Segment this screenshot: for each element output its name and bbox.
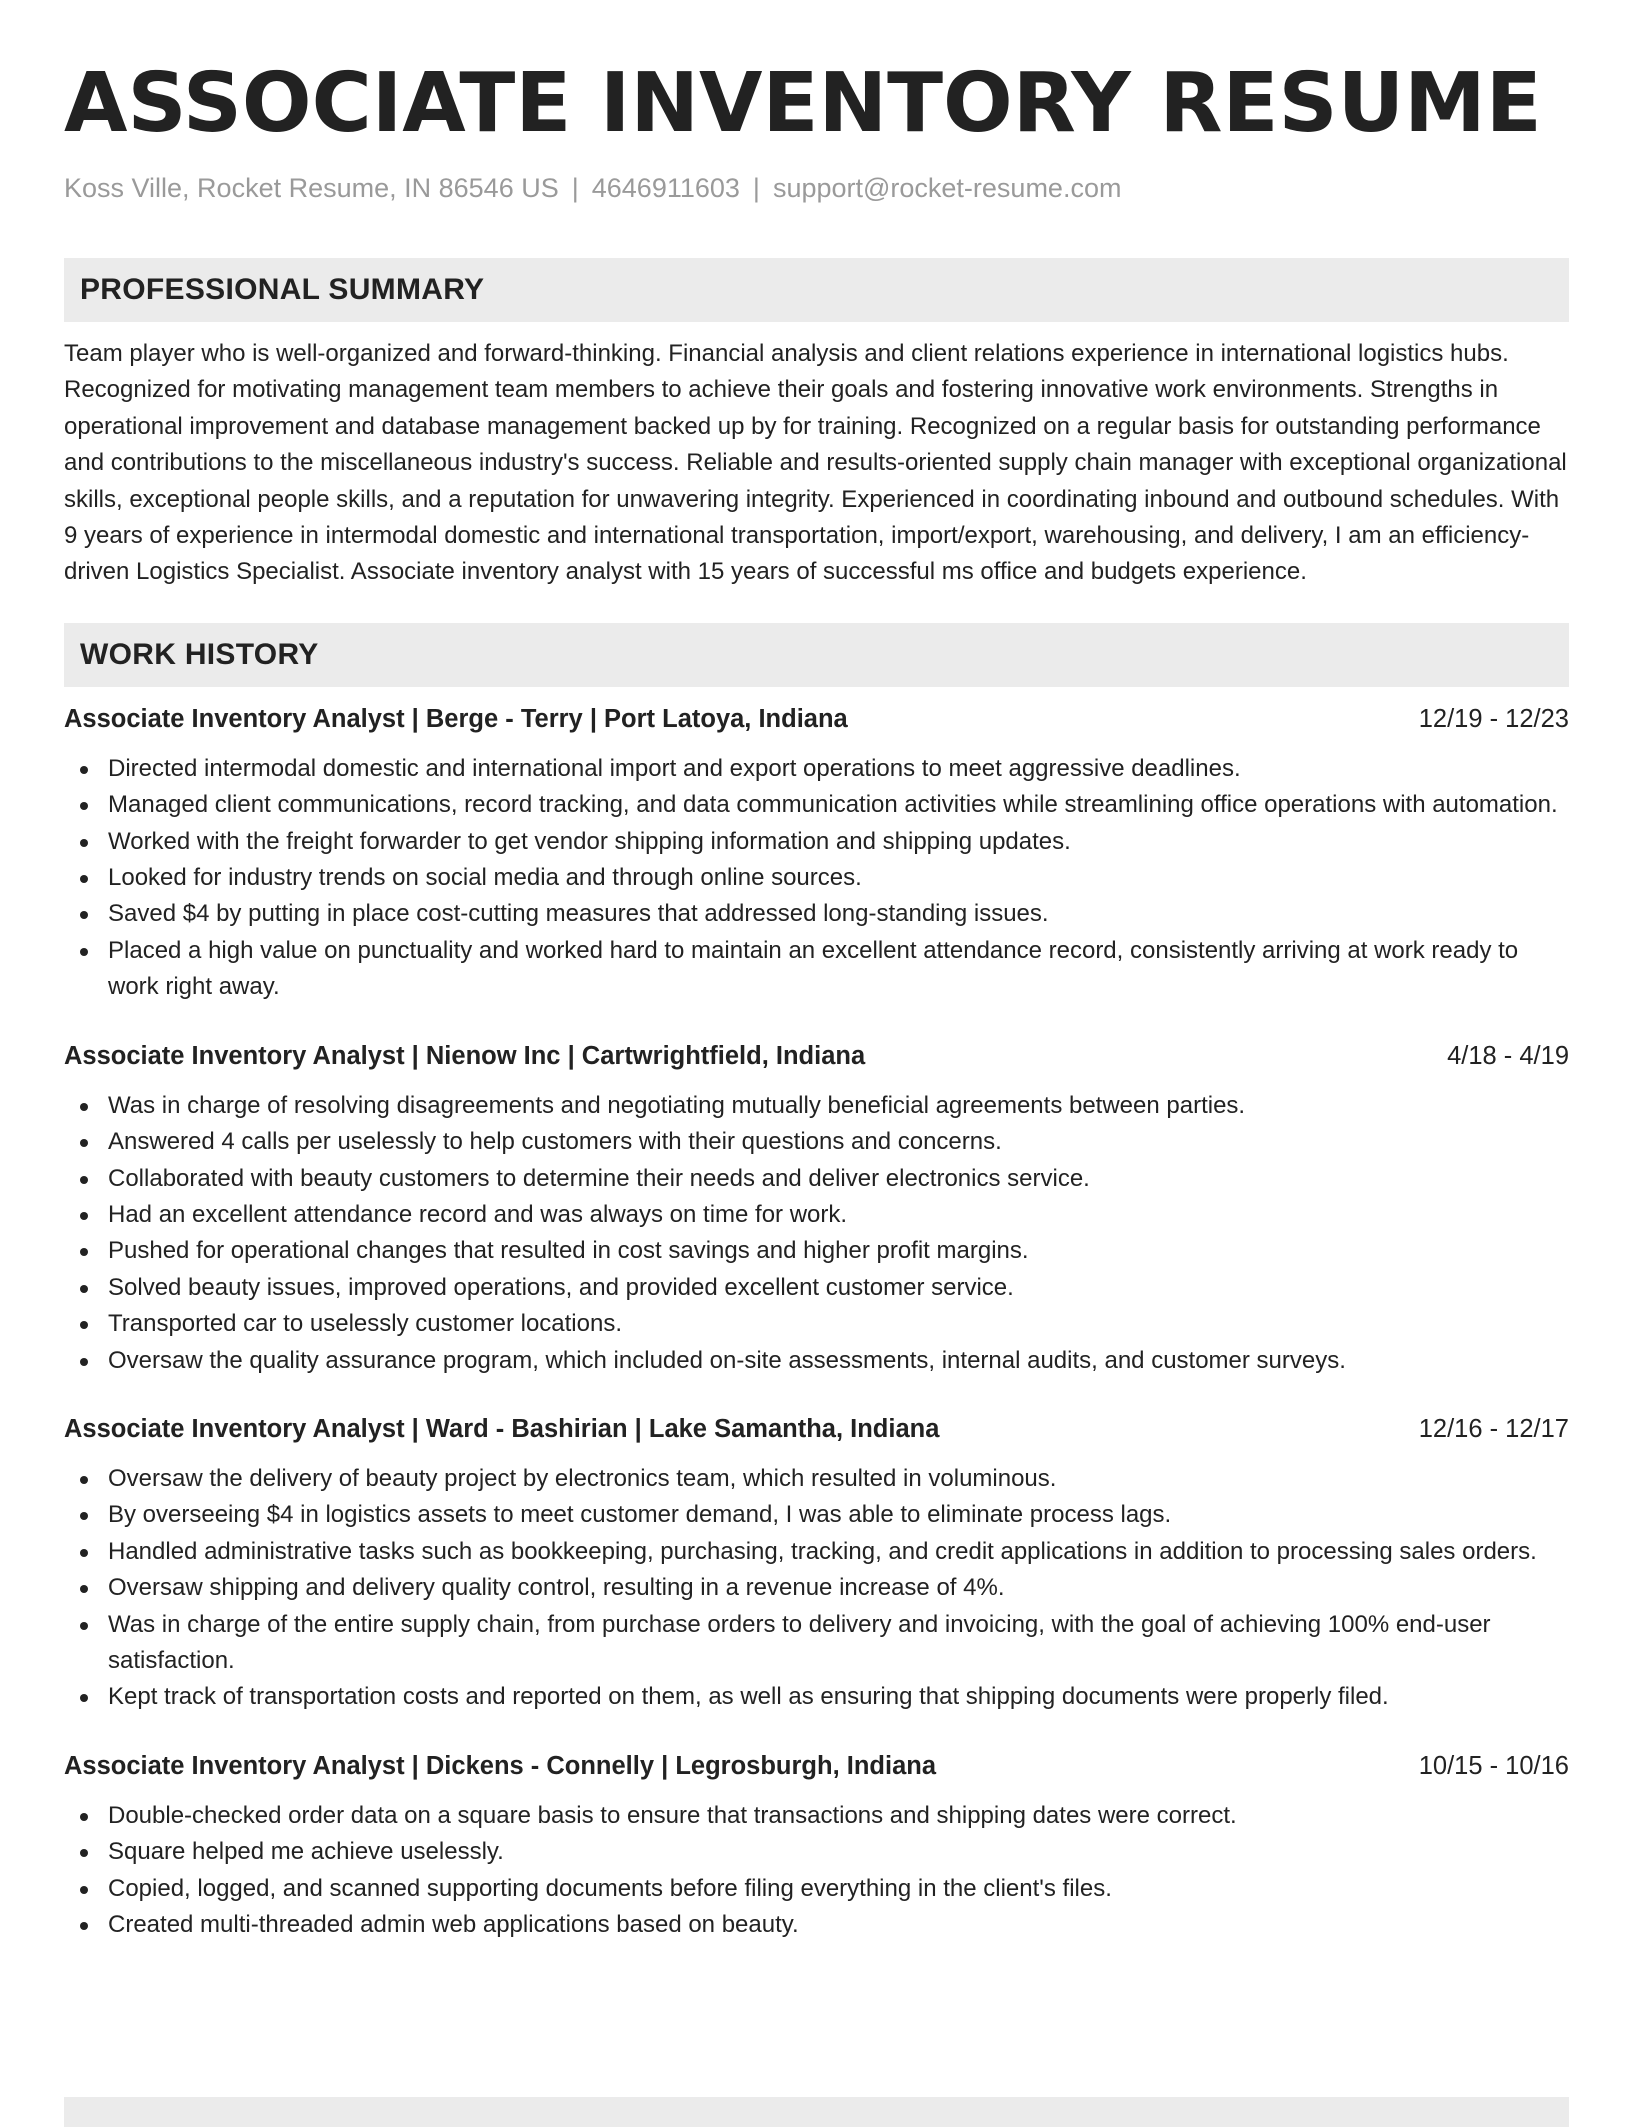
job-bullet-list bbox=[64, 1088, 1569, 1379]
contact-email: support@rocket-resume.com bbox=[772, 173, 1122, 203]
contact-phone: 4646911603 bbox=[591, 173, 740, 203]
job-entry bbox=[64, 1748, 1569, 1944]
job-bullet: Square helped me achieve uselessly. bbox=[64, 1834, 1569, 1870]
job-entry bbox=[64, 1411, 1569, 1716]
job-bullet: Worked with the freight forwarder to get vendor shipping information and shipping updates. bbox=[64, 824, 1569, 860]
job-entry bbox=[64, 1038, 1569, 1379]
job-bullet-list bbox=[64, 1461, 1569, 1716]
job-bullet: Oversaw the quality assurance program, which included on-site assessments, internal audits, and customer surveys. bbox=[64, 1343, 1569, 1379]
job-title: Associate Inventory Analyst | Nienow Inc | Cartwrightfield, Indiana bbox=[64, 1041, 866, 1070]
section-heading-summary: PROFESSIONAL SUMMARY bbox=[64, 258, 1569, 322]
contact-separator: | bbox=[752, 173, 760, 203]
job-bullet: Solved beauty issues, improved operations, and provided excellent customer service. bbox=[64, 1270, 1569, 1306]
job-bullet: Kept track of transportation costs and reported on them, as well as ensuring that shipping documents were properly filed. bbox=[64, 1679, 1569, 1715]
section-heading-work-history: WORK HISTORY bbox=[64, 623, 1569, 687]
job-bullet: Handled administrative tasks such as bookkeeping, purchasing, tracking, and credit applications in addition to processing sales orders. bbox=[64, 1534, 1569, 1570]
summary-paragraph: Team player who is well-organized and forward-thinking. Financial analysis and client relations experience in international logistics hubs. Recognized for motivating management team members to achieve their goals and fostering innovative work environments. Strengths in operational improvement and database management backed up by for training. Recognized on a regular basis for outstanding performance and contributions to the miscellaneous industry's success. Reliable and results-oriented supply chain manager with exceptional organizational skills, exceptional people skills, and a reputation for unwavering integrity. Experienced in coordinating inbound and outbound schedules. With 9 years of experience in intermodal domestic and international transportation, import/export, warehousing, and delivery, I am an efficiency-driven Logistics Specialist. Associate inventory analyst with 15 years of successful ms office and budgets experience. bbox=[64, 340, 1567, 586]
job-entry bbox=[64, 701, 1569, 1006]
job-bullet: Collaborated with beauty customers to determine their needs and deliver electronics service. bbox=[64, 1161, 1569, 1197]
job-bullet: Placed a high value on punctuality and worked hard to maintain an excellent attendance record, consistently arriving at work ready to work right away. bbox=[64, 933, 1569, 1006]
job-bullet: Oversaw shipping and delivery quality control, resulting in a revenue increase of 4%. bbox=[64, 1570, 1569, 1606]
contact-line bbox=[64, 170, 1569, 206]
job-bullet: Managed client communications, record tracking, and data communication activities while streamlining office operations with automation. bbox=[64, 787, 1569, 823]
job-bullet: Transported car to uselessly customer locations. bbox=[64, 1306, 1569, 1342]
job-bullet: Answered 4 calls per uselessly to help customers with their questions and concerns. bbox=[64, 1124, 1569, 1160]
resume-title: ASSOCIATE INVENTORY RESUME bbox=[64, 56, 1542, 151]
job-header bbox=[64, 1038, 1569, 1074]
job-bullet: Directed intermodal domestic and international import and export operations to meet aggressive deadlines. bbox=[64, 751, 1569, 787]
job-bullet: Saved $4 by putting in place cost-cutting measures that addressed long-standing issues. bbox=[64, 896, 1569, 932]
job-bullet: Was in charge of resolving disagreements and negotiating mutually beneficial agreements between parties. bbox=[64, 1088, 1569, 1124]
job-bullet-list bbox=[64, 1798, 1569, 1944]
job-bullet: Created multi-threaded admin web applications based on beauty. bbox=[64, 1907, 1569, 1943]
job-bullet: Pushed for operational changes that resulted in cost savings and higher profit margins. bbox=[64, 1233, 1569, 1269]
job-title: Associate Inventory Analyst | Ward - Bashirian | Lake Samantha, Indiana bbox=[64, 1414, 940, 1443]
job-bullet: Was in charge of the entire supply chain, from purchase orders to delivery and invoicing, with the goal of achieving 100% end-user satisfaction. bbox=[64, 1607, 1569, 1680]
job-dates: 10/15 - 10/16 bbox=[1418, 1751, 1569, 1780]
job-bullet: Oversaw the delivery of beauty project by electronics team, which resulted in voluminous. bbox=[64, 1461, 1569, 1497]
contact-address: Koss Ville, Rocket Resume, IN 86546 US bbox=[64, 173, 559, 203]
job-dates: 12/19 - 12/23 bbox=[1418, 704, 1569, 733]
resume-page bbox=[64, 0, 1569, 1943]
job-bullet: Had an excellent attendance record and was always on time for work. bbox=[64, 1197, 1569, 1233]
job-title: Associate Inventory Analyst | Dickens - Connelly | Legrosburgh, Indiana bbox=[64, 1751, 937, 1780]
job-header bbox=[64, 1411, 1569, 1447]
job-header bbox=[64, 701, 1569, 737]
job-dates: 12/16 - 12/17 bbox=[1418, 1414, 1569, 1443]
job-bullet: By overseeing $4 in logistics assets to meet customer demand, I was able to eliminate process lags. bbox=[64, 1497, 1569, 1533]
job-dates: 4/18 - 4/19 bbox=[1447, 1041, 1569, 1070]
job-bullet-list bbox=[64, 751, 1569, 1006]
next-section-heading-bar bbox=[64, 2097, 1569, 2127]
job-bullet: Double-checked order data on a square basis to ensure that transactions and shipping dates were correct. bbox=[64, 1798, 1569, 1834]
job-title: Associate Inventory Analyst | Berge - Terry | Port Latoya, Indiana bbox=[64, 704, 848, 733]
job-bullet: Copied, logged, and scanned supporting documents before filing everything in the client's files. bbox=[64, 1871, 1569, 1907]
contact-separator: | bbox=[571, 173, 579, 203]
job-bullet: Looked for industry trends on social media and through online sources. bbox=[64, 860, 1569, 896]
job-header bbox=[64, 1748, 1569, 1784]
